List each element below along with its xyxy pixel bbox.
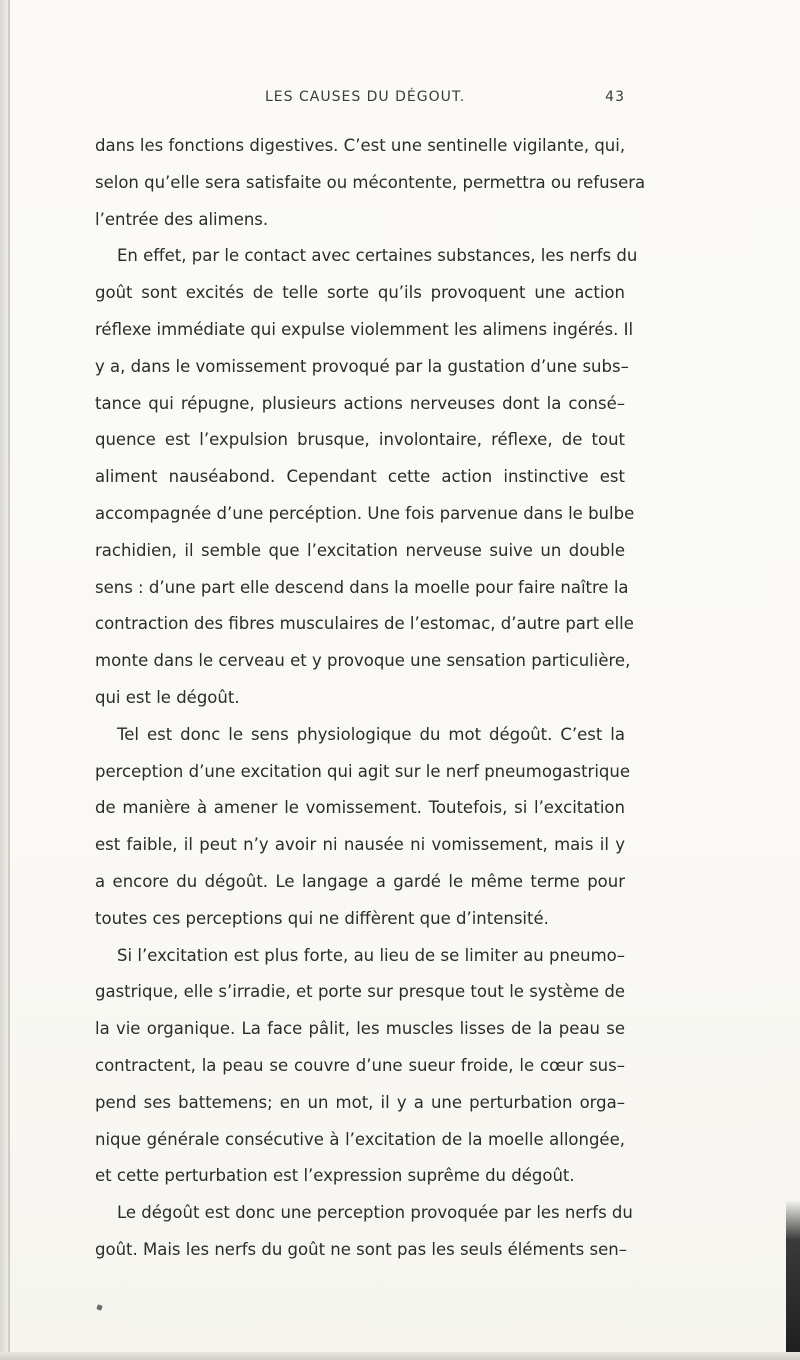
text-line: goût. Mais les nerfs du goût ne sont pas les seuls éléments sen–: [95, 1239, 627, 1259]
text-line: dans les fonctions digestives. C’est une sentinelle vigilante, qui,: [95, 136, 626, 155]
text-line: sens : d’une part elle descend dans la moelle pour faire naître la: [95, 577, 629, 597]
page-gutter-shadow: [0, 0, 8, 1360]
running-header: [95, 89, 625, 113]
text-line: de manière à amener le vomissement. Toutefois, si l’excitation: [95, 798, 625, 818]
text-line: rachidien, il semble que l’excitation nerveuse suive un double: [95, 540, 625, 560]
text-line: réflexe immédiate qui expulse violemment les alimens ingérés. Il: [95, 319, 634, 339]
text-line: aliment nauséabond. Cependant cette action instinctive est: [95, 467, 625, 487]
text-line: et cette perturbation est l’expression suprême du dégoût.: [95, 1166, 575, 1186]
text-line: pend ses battemens; en un mot, il y a une perturbation orga–: [95, 1092, 625, 1112]
text-line: contraction des fibres musculaires de l’estomac, d’autre part elle: [95, 614, 634, 634]
page-bottom-edge: [0, 1352, 800, 1360]
text-line: est faible, il peut n’y avoir ni nausée ni vomissement, mais il y: [95, 835, 625, 855]
text-line: nique générale consécutive à l’excitation de la moelle allongée,: [95, 1129, 625, 1149]
ink-speck: [96, 1304, 102, 1310]
text-line: En effet, par le contact avec certaines substances, les nerfs du: [117, 246, 638, 266]
text-line: quence est l’expulsion brusque, involontaire, réflexe, de tout: [95, 430, 625, 450]
text-line: goût sont excités de telle sorte qu’ils provoquent une action: [95, 283, 625, 303]
text-line: Tel est donc le sens physiologique du mot dégoût. C’est la: [117, 724, 625, 744]
text-line: y a, dans le vomissement provoqué par la gustation d’une subs–: [95, 356, 629, 376]
text-line: la vie organique. La face pâlit, les muscles lisses de la peau se: [95, 1019, 625, 1039]
text-line: a encore du dégoût. Le langage a gardé le même terme pour: [95, 871, 625, 891]
page-number: 43: [605, 89, 625, 105]
text-line: gastrique, elle s’irradie, et porte sur presque tout le système de: [95, 982, 625, 1002]
page-left-edge-line: [8, 0, 10, 1360]
text-line: Si l’excitation est plus forte, au lieu de se limiter au pneumo–: [117, 945, 625, 965]
text-line: qui est le dégoût.: [95, 687, 240, 707]
text-line: monte dans le cerveau et y provoque une sensation particulière,: [95, 651, 631, 671]
text-line: l’entrée des alimens.: [95, 209, 269, 229]
text-line: accompagnée d’une percéption. Une fois parvenue dans le bulbe: [95, 503, 635, 523]
running-title: LES CAUSES DU DÉGOUT.: [265, 89, 466, 105]
text-line: tance qui répugne, plusieurs actions nerveuses dont la consé–: [95, 393, 625, 413]
text-line: toutes ces perceptions qui ne diffèrent que d’intensité.: [95, 908, 549, 928]
text-line: selon qu’elle sera satisfaite ou mécontente, permettra ou refusera: [95, 172, 646, 192]
page-edge-damage: [786, 1200, 800, 1360]
body-text: [95, 128, 646, 1269]
text-line: perception d’une excitation qui agit sur le nerf pneumogastrique: [95, 761, 631, 781]
text-line: Le dégoût est donc une perception provoquée par les nerfs du: [117, 1203, 633, 1223]
text-line: contractent, la peau se couvre d’une sueur froide, le cœur sus–: [95, 1055, 625, 1075]
